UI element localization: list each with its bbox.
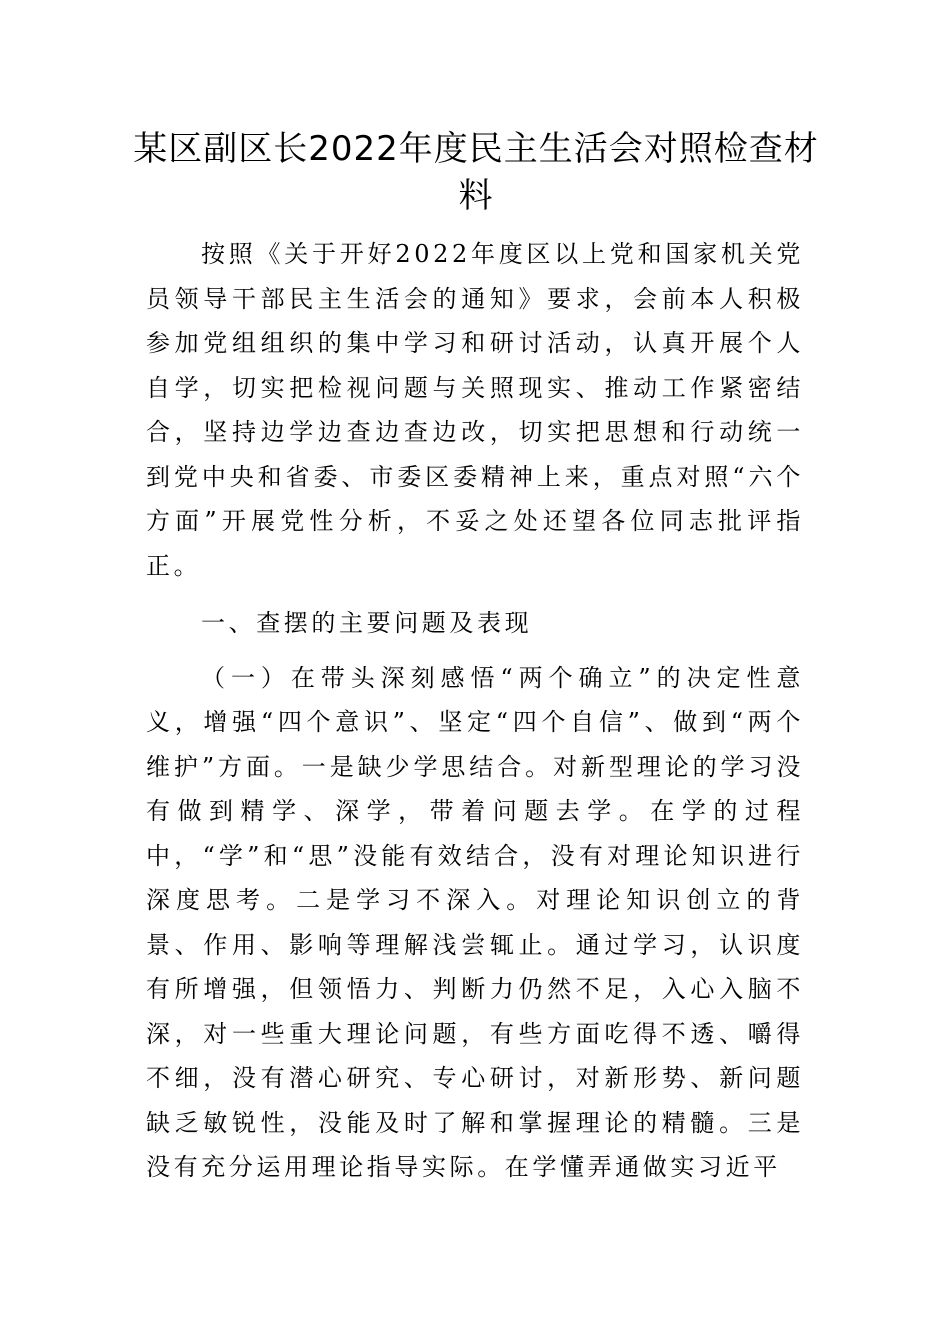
document-title: 某区副区长2022年度民主生活会对照检查材料 (133, 129, 819, 216)
document-body (146, 232, 804, 1190)
section-paragraph: （一）在带头深刻感悟“两个确立”的决定性意义，增强“四个意识”、坚定“四个自信”、做到“两个维护”方面。一是缺少学思结合。对新型理论的学习没有做到精学、深学，带着问题去学。在学的过程中，“学”和“思”没能有效结合，没有对理论知识进行深度思考。二是学习不深入。对理论知识创立的背景、作用、影响等理解浅尝辄止。通过学习，认识度有所增强，但领悟力、判断力仍然不足，入心入脑不深，对一些重大理论问题，有些方面吃得不透、嚼得不细，没有潜心研究、专心研讨，对新形势、新问题缺乏敏锐性，没能及时了解和掌握理论的精髓。三是没有充分运用理论指导实际。在学懂弄通做实习近平 (146, 663, 804, 1181)
section-heading: 一、查摆的主要问题及表现 (201, 609, 533, 637)
intro-paragraph: 按照《关于开好2022年度区以上党和国家机关党员领导干部民主生活会的通知》要求，会前本人积极参加党组组织的集中学习和研讨活动，认真开展个人自学，切实把检视问题与关照现实、推动工作紧密结合，坚持边学边查边查边改，切实把思想和行动统一到党中央和省委、市委区委精神上来，重点对照“六个方面”开展党性分析，不妥之处还望各位同志批评指正。 (146, 240, 804, 580)
